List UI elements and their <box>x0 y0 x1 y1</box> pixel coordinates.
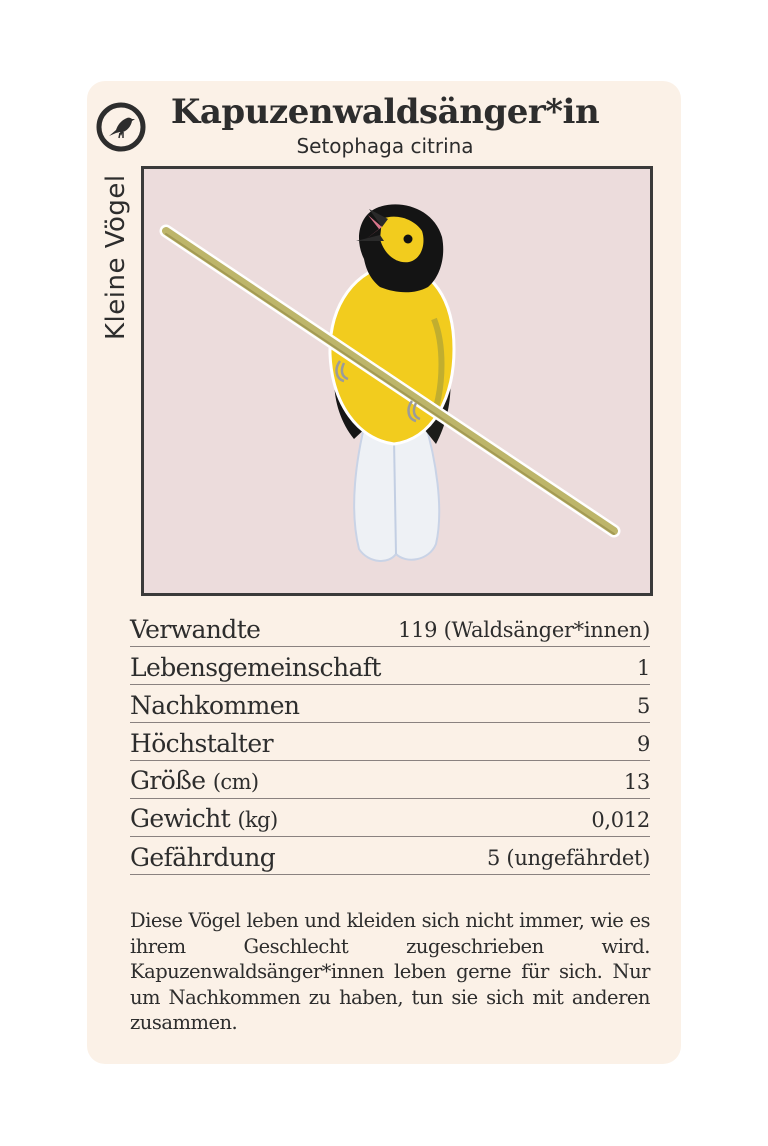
card-description: Diese Vögel leben und kleiden sich nicht immer, wie es ihrem Geschlecht zugeschrieben wird. Kapuzenwaldsänger*innen leben gerne für sich. Nur um Nachkommen zu haben, tun sie sich mit anderen zusammen. <box>130 909 650 1034</box>
stat-unit: (kg) <box>237 808 278 832</box>
stat-unit: (cm) <box>212 770 259 794</box>
stat-value: 119 (Waldsänger*innen) <box>398 618 650 642</box>
stat-value: 0,012 <box>591 808 650 832</box>
bird-illustration <box>141 166 653 596</box>
stat-value: 9 <box>636 732 650 756</box>
stat-row-gefaehrdung[interactable] <box>130 838 650 875</box>
stat-value: 5 (ungefährdet) <box>486 846 650 870</box>
scientific-name: Setophaga citrina <box>296 134 474 158</box>
stat-value: 13 <box>623 770 650 794</box>
stat-label: Verwandte <box>130 615 261 644</box>
stat-row-lebensgemeinschaft[interactable] <box>130 648 650 685</box>
stat-value: 1 <box>636 656 650 680</box>
stat-row-nachkommen[interactable] <box>130 686 650 723</box>
category-label: Kleine Vögel <box>101 174 131 340</box>
stat-label: Lebensgemeinschaft <box>130 653 381 682</box>
bird-silhouette-icon <box>96 102 146 152</box>
stat-row-groesse[interactable] <box>130 762 650 799</box>
stat-label: Gefährdung <box>130 843 276 872</box>
stat-row-gewicht[interactable] <box>130 800 650 837</box>
stat-label: Höchstalter <box>130 729 273 758</box>
stat-row-verwandte[interactable] <box>130 610 650 647</box>
card-title: Kapuzenwaldsänger*in <box>170 92 600 132</box>
stat-row-hoechstalter[interactable] <box>130 724 650 761</box>
stat-label: Größe (cm) <box>130 766 259 795</box>
stat-label: Gewicht (kg) <box>130 804 278 833</box>
stat-label: Nachkommen <box>130 691 300 720</box>
stat-value: 5 <box>636 694 650 718</box>
stats-table <box>130 610 650 875</box>
